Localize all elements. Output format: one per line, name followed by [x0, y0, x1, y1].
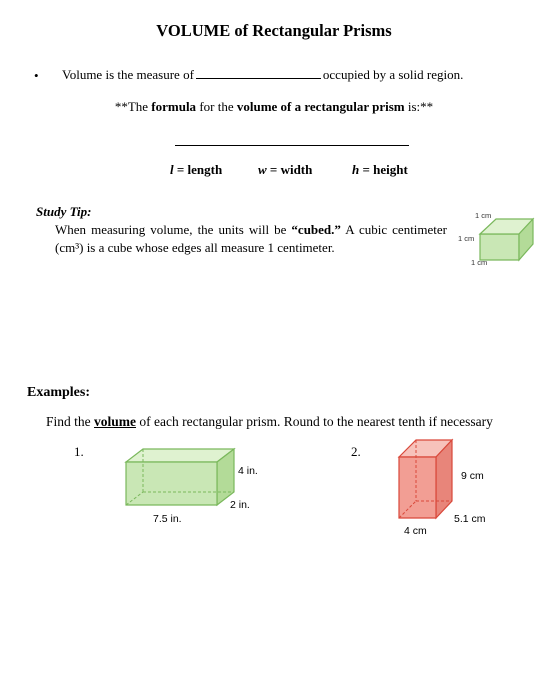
examples-heading: Examples: [27, 385, 90, 400]
example-2-depth-label: 5.1 cm [454, 513, 486, 525]
formula-prefix: **The [114, 99, 152, 114]
variable-symbol: l [170, 162, 174, 177]
instruction-bold: volume [94, 414, 137, 429]
cube-label-bottom: 1 cm [471, 258, 488, 267]
example-2-height-label: 9 cm [461, 470, 484, 482]
formula-suffix: is:** [404, 99, 434, 114]
example-1-depth-label: 2 in. [230, 499, 250, 511]
example-2-number: 2. [351, 444, 361, 459]
example-1-length-label: 7.5 in. [153, 513, 182, 525]
example-2-length-label: 4 cm [404, 525, 427, 537]
instruction-suffix: of each rectangular prism. Round to the nearest tenth if necessary [136, 414, 493, 429]
study-tip-title: Study Tip: [36, 204, 92, 219]
study-tip-text-2: A cubic centimeter (cm³) is a cube whose edges all measure 1 centimeter. [55, 222, 448, 255]
example-1-number: 1. [74, 444, 84, 459]
page-title: VOLUME of Rectangular Prisms [156, 21, 392, 40]
variable-symbol: w [258, 162, 267, 177]
formula-bold-word: formula [151, 99, 197, 114]
study-tip-text: When measuring volume, the units will be [55, 222, 292, 237]
cube-label-top: 1 cm [475, 211, 492, 220]
variable-symbol: h [352, 162, 360, 177]
formula-bold-phrase: volume of a rectangular prism [236, 99, 405, 114]
definition-after: occupied by a solid region. [322, 67, 464, 82]
bullet-marker: • [34, 68, 39, 83]
example-1-height-label: 4 in. [238, 465, 258, 477]
formula-mid: for the [196, 99, 237, 114]
red-prism-icon [399, 440, 452, 518]
definition-before: Volume is the measure of [62, 67, 194, 82]
variable-text: = width [266, 162, 313, 177]
variable-text: = height [359, 162, 408, 177]
cube-label-side: 1 cm [458, 234, 475, 243]
instruction-prefix: Find the [46, 414, 95, 429]
variable-text: = length [173, 162, 223, 177]
study-tip-bold: “cubed.” [291, 222, 341, 237]
